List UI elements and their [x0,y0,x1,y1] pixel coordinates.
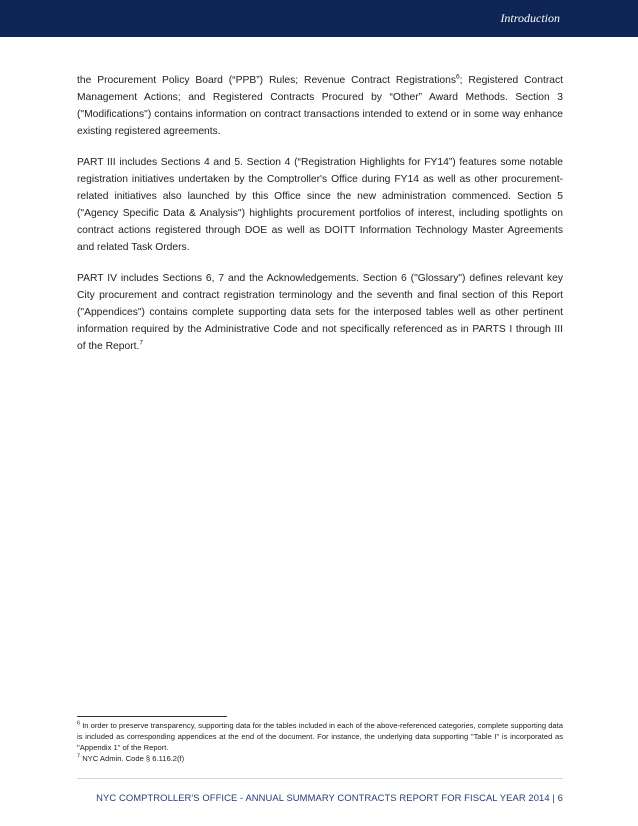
footer-divider [77,778,563,779]
footnote-7 [77,753,563,764]
footnote-number: 6 [77,720,81,727]
section-title: Introduction [500,11,560,25]
paragraph-1 [77,72,563,140]
paragraph-3 [77,270,563,355]
page-number: 6 [557,792,563,803]
footnote-divider [77,716,227,717]
footnotes [77,720,563,764]
footer-separator: | [552,792,555,803]
page-footer [77,792,563,803]
footnote-text: In order to preserve transparency, supporting data for the tables included in each of the above-referenced categories, complete supporting data is included as corresponding appendices at the end of the document. For instance, the underlying data supporting "Table I" is incorporated as "Appendix 1" of the Report. [77,721,563,752]
footnote-6 [77,720,563,753]
paragraph-1-text: the Procurement Policy Board (“PPB”) Rules; Revenue Contract Registrations [77,75,457,86]
paragraph-2: PART III includes Sections 4 and 5. Section 4 (“Registration Highlights for FY14”) features some notable registration initiatives undertaken by the Comptroller's Office during FY14 as well as other procurement-related initiatives also launched by this Office since the new administration commenced. Section 5 ("Agency Specific Data & Analysis") highlights procurement portfolios of interest, including spotlights on contract actions registered through DOE as well as DOITT Information Technology Master Agreements and related Task Orders. [77,157,563,253]
paragraph-3-text: PART IV includes Sections 6, 7 and the Acknowledgements. Section 6 ("Glossary") defines relevant key City procurement and contract registration terminology and the seventh and final section of this Report ("Appendices") contains complete supporting data sets for the interposed tables well as other pertinent information required by the Administrative Code and not specifically referenced as in PARTS I through III of the Report. [77,273,563,352]
footnote-text: NYC Admin. Code § 6.116.2(f) [82,754,185,763]
footnote-ref-6: 6 [456,73,460,81]
header-bar [0,0,638,37]
footer-report-title: NYC COMPTROLLER'S OFFICE - ANNUAL SUMMARY CONTRACTS REPORT FOR FISCAL YEAR 2014 [96,792,550,803]
footnote-ref-7: 7 [139,339,144,347]
paragraph-1-text-cont: ; Registered Contract Management Actions; and Registered Contracts Procured by “Other” Award Methods. Section 3 ("Modifications") contains information on contract transactions intended to extend or in some way enhance existing registered agreements. [77,75,563,137]
footnote-number: 7 [77,753,81,760]
body-text [77,72,563,369]
